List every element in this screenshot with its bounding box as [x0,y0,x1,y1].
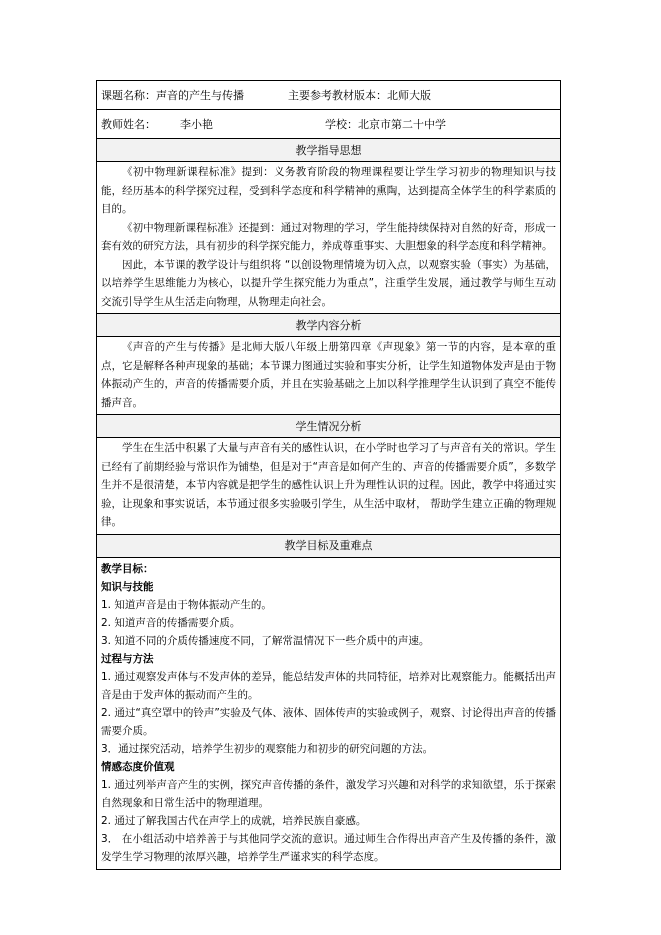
course-title-value: 声音的产生与传播 [156,88,244,102]
objective-group-title: 过程与方法 [101,652,154,665]
content-body-row [97,337,561,415]
meta-cell-teacher [97,110,561,139]
content-body [97,337,561,415]
objective-group-title: 情感态度价值观 [101,760,175,773]
section-heading-row [97,534,561,557]
objectives-body-row [97,557,561,869]
meta-cell-course [97,81,561,110]
objective-item: 3. 知道不同的介质传播速度不同，了解常温情况下一些介质中的声速。 [101,634,430,647]
lesson-plan-page [96,80,561,870]
objectives-body [97,557,561,869]
section-heading-row [97,139,561,162]
section-heading-row [97,314,561,337]
objective-item: 3． 在小组活动中培养善于与其他同学交流的意识。通过师生合作得出声音产生及传播的条件，激发学生学习物理的浓厚兴趣，培养学生严谨求实的科学态度。 [101,832,556,863]
objective-item: 1. 通过观察发声体与不发声体的差异，能总结发声体的共同特征，培养对比观察能力。能概括出声音是由于发声体的振动而产生的。 [101,670,556,701]
students-heading: 学生情况分析 [97,415,561,438]
paragraph: 《初中物理新课程标准》还提到：通过对物理的学习，学生能持续保持对自然的好奇，形成一套有效的研究方法，具有初步的科学探究能力，养成尊重事实、大胆想象的科学态度和科学精神。 [101,221,556,252]
objective-item: 2. 通过“真空罩中的铃声”实验及气体、液体、固体传声的实验或例子，观察、讨论得出声音的传播需要介质。 [101,706,556,737]
objective-item: 2. 通过了解我国古代在声学上的成就，培养民族自豪感。 [101,814,367,827]
content-heading: 教学内容分析 [97,314,561,337]
lesson-plan-table [96,80,561,870]
textbook-edition-value: 北师大版 [387,88,431,102]
paragraph: 因此，本节课的教学设计与组织将 “以创设物理情境为切入点，以观察实验（事实）为基础，以培养学生思维能力为核心，以提升学生探究能力为重点”，注重学生发展，通过教学与师生互动交流引导学生从生活走向物理，从物理走向社会。 [101,258,556,308]
objective-item: 2. 知道声音的传播需要介质。 [101,616,241,629]
school-value: 北京市第二十中学 [358,117,446,131]
guiding-body-row [97,162,561,314]
objective-group-title: 知识与技能 [101,580,154,593]
guiding-body [97,162,561,314]
section-heading-row [97,415,561,438]
course-title-label: 课题名称： [101,88,156,102]
students-body [97,438,561,535]
objective-item: 1. 通过列举声音产生的实例，探究声音传播的条件，激发学习兴趣和对科学的求知欲望，乐于探索自然现象和日常生活中的物理道理。 [101,778,556,809]
meta-row-teacher [97,110,561,139]
objective-item: 3．通过探究活动，培养学生初步的观察能力和初步的研究问题的方法。 [101,742,434,755]
objectives-heading: 教学目标及重难点 [97,534,561,557]
teacher-name-label: 教师姓名： [101,117,156,131]
objectives-title: 教学目标： [101,562,154,575]
objective-item: 1. 知道声音是由于物体振动产生的。 [101,598,272,611]
textbook-edition-label: 主要参考教材版本： [288,88,387,102]
paragraph: 《初中物理新课程标准》提到：义务教育阶段的物理课程要让学生学习初步的物理知识与技能，经历基本的科学探究过程，受到科学态度和科学精神的熏陶，达到提高全体学生的科学素质的目的。 [101,166,556,215]
meta-row-course [97,81,561,110]
paragraph: 学生在生活中积累了大量与声音有关的感性认识，在小学时也学习了与声音有关的常识。学生已经有了前期经验与常识作为铺垫，但是对于“声音是如何产生的、声音的传播需要介质”，多数学生并不是很清楚，本节内容就是把学生的感性认识上升为理性认识的过程。因此，教学中将通过实验，让现象和事实说话，本节通过很多实验吸引学生，从生活中取材， 帮助学生建立正确的物理规律。 [101,442,556,528]
guiding-heading: 教学指导思想 [97,139,561,162]
paragraph: 《声音的产生与传播》是北师大版八年级上册第四章《声现象》第一节的内容，是本章的重点，它是解释各种声现象的基础；本节课力图通过实验和事实分析，让学生知道物体发声是由于物体振动产生的，声音的传播需要介质，并且在实验基础之上加以科学推理学生认识到了真空不能传播声音。 [101,341,556,409]
teacher-name-value: 李小艳 [180,117,213,131]
students-body-row [97,438,561,535]
school-label: 学校： [325,117,358,131]
